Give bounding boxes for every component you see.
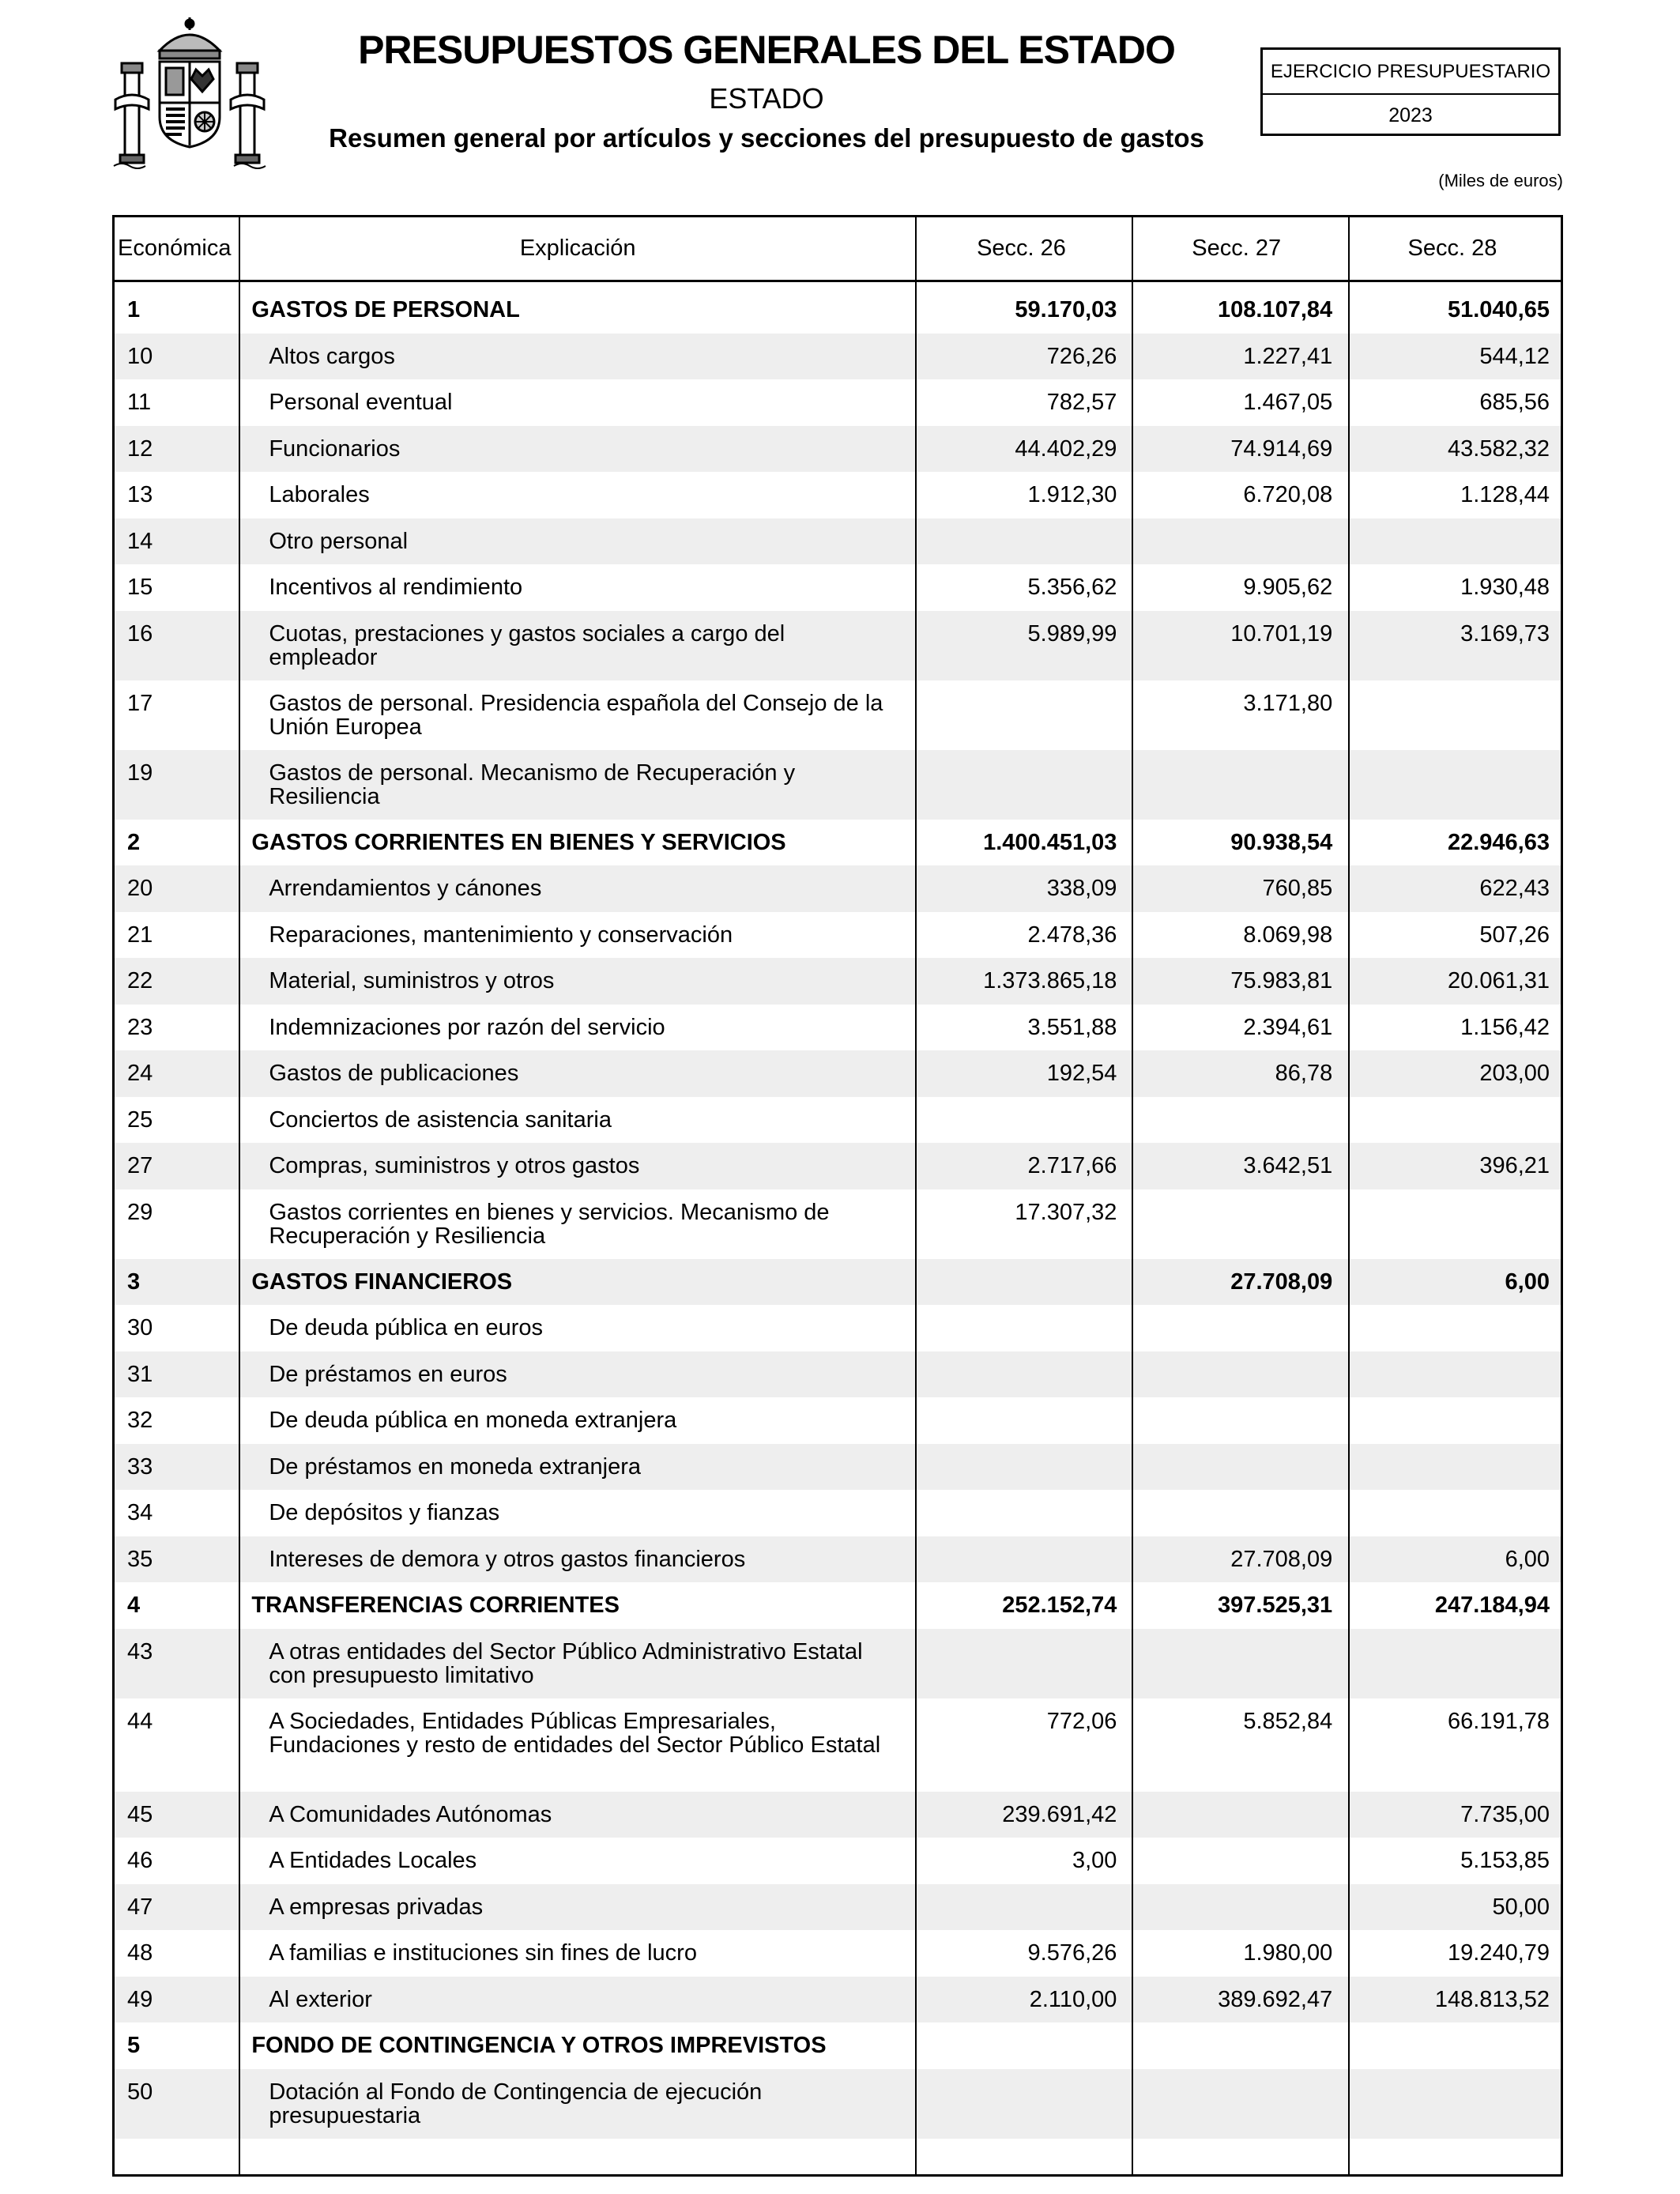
table-row	[115, 680, 1561, 750]
table-row	[115, 1005, 1561, 1051]
cell-economica: 31	[127, 1361, 153, 1387]
table-row	[115, 2069, 1561, 2139]
cell-explicacion: Funcionarios	[269, 435, 401, 462]
cell-secc-28: 1.930,48	[1460, 575, 1550, 600]
cell-secc-27: 9.905,62	[1243, 575, 1333, 600]
cell-secc-27: 2.394,61	[1243, 1014, 1333, 1040]
table-row	[115, 1444, 1561, 1491]
cell-explicacion: A Sociedades, Entidades Públicas Empresariales, Fundaciones y resto de entidades del Sector Público Estatal	[269, 1708, 881, 1758]
cell-secc-28: 685,56	[1479, 390, 1550, 415]
cell-secc-28	[1343, 1351, 1561, 1363]
table-row	[115, 1305, 1561, 1351]
column-divider	[915, 217, 917, 2174]
cell-economica: 11	[127, 390, 152, 415]
table-row	[115, 1189, 1561, 1259]
table-row	[115, 750, 1561, 820]
page-subtitle: ESTADO	[709, 82, 824, 115]
coat-of-arms-icon	[111, 14, 269, 172]
cell-economica: 24	[127, 1061, 153, 1086]
cell-secc-26: 59.170,03	[1015, 297, 1117, 322]
cell-secc-26: 2.478,36	[1027, 922, 1117, 948]
cell-secc-27: 75.983,81	[1230, 968, 1333, 993]
column-header-secc-27: Secc. 27	[1192, 236, 1282, 261]
table-row	[115, 1884, 1561, 1931]
cell-secc-26	[913, 518, 1128, 530]
cell-secc-28	[1343, 1397, 1561, 1408]
ejercicio-year: 2023	[1388, 104, 1433, 126]
cell-economica: 2	[127, 829, 141, 855]
cell-secc-28: 203,00	[1479, 1061, 1550, 1086]
column-header-secc-28: Secc. 28	[1407, 236, 1497, 261]
cell-economica: 1	[127, 297, 141, 322]
cell-secc-28	[1343, 1097, 1561, 1108]
cell-explicacion: Cuotas, prestaciones y gastos sociales a cargo del empleador	[269, 620, 785, 670]
cell-secc-27: 1.467,05	[1243, 390, 1333, 415]
cell-explicacion: A familias e instituciones sin fines de lucro	[269, 1940, 697, 1966]
cell-economica: 14	[127, 528, 153, 554]
cell-explicacion: A empresas privadas	[269, 1894, 484, 1920]
cell-secc-26	[913, 680, 1128, 692]
cell-economica: 16	[127, 620, 153, 647]
cell-secc-28: 66.191,78	[1448, 1708, 1550, 1734]
cell-explicacion: De préstamos en moneda extranjera	[269, 1453, 642, 1480]
cell-secc-26: 3,00	[1072, 1848, 1117, 1873]
cell-secc-28: 51.040,65	[1447, 297, 1550, 322]
cell-secc-26	[913, 1884, 1128, 1895]
table-row	[115, 865, 1561, 912]
table-row	[115, 1490, 1561, 1536]
column-header-explicacion: Explicación	[519, 236, 636, 261]
table-row	[115, 334, 1561, 380]
cell-secc-28: 6,00	[1505, 1269, 1550, 1295]
cell-secc-28: 20.061,31	[1448, 968, 1550, 993]
cell-economica: 29	[127, 1199, 153, 1225]
cell-economica: 10	[127, 343, 153, 369]
cell-secc-27: 6.720,08	[1243, 482, 1333, 507]
cell-secc-27: 8.069,98	[1243, 922, 1333, 948]
cell-economica: 49	[127, 1986, 153, 2012]
cell-secc-28: 247.184,94	[1434, 1593, 1550, 1618]
table-row	[115, 611, 1561, 680]
cell-secc-28	[1343, 2069, 1561, 2080]
table-row	[115, 1050, 1561, 1097]
cell-secc-28	[1343, 680, 1561, 692]
cell-explicacion: Al exterior	[269, 1986, 372, 2012]
table-body	[115, 287, 1561, 2139]
table-row	[115, 1930, 1561, 1977]
cell-secc-27: 389.692,47	[1218, 1986, 1333, 2012]
cell-secc-26	[913, 1259, 1128, 1270]
cell-secc-28: 22.946,63	[1447, 829, 1550, 855]
table-row	[115, 1143, 1561, 1189]
cell-secc-26: 44.402,29	[1015, 435, 1117, 462]
table-row	[115, 2022, 1561, 2069]
cell-explicacion: GASTOS CORRIENTES EN BIENES Y SERVICIOS	[251, 829, 786, 855]
cell-secc-28: 622,43	[1479, 876, 1550, 901]
cell-explicacion: GASTOS DE PERSONAL	[251, 297, 520, 322]
cell-secc-27	[1128, 1397, 1343, 1408]
cell-secc-27	[1128, 1792, 1343, 1803]
cell-economica: 34	[127, 1500, 153, 1525]
column-header-secc-26: Secc. 26	[977, 236, 1066, 261]
cell-secc-27	[1128, 1189, 1343, 1201]
cell-secc-28: 43.582,32	[1448, 435, 1550, 462]
table-row	[115, 518, 1561, 565]
cell-secc-28: 396,21	[1479, 1153, 1550, 1178]
cell-explicacion: Gastos de publicaciones	[269, 1061, 519, 1086]
cell-secc-28: 5.153,85	[1460, 1848, 1550, 1873]
cell-secc-26	[913, 1305, 1128, 1316]
table-row	[115, 912, 1561, 959]
cell-economica: 27	[127, 1153, 153, 1178]
cell-secc-26: 9.576,26	[1027, 1940, 1117, 1966]
cell-secc-28	[1343, 1490, 1561, 1501]
cell-secc-27	[1128, 2022, 1343, 2034]
cell-secc-28: 19.240,79	[1448, 1940, 1550, 1966]
cell-secc-26: 252.152,74	[1002, 1593, 1117, 1618]
cell-explicacion: Personal eventual	[269, 390, 453, 415]
table-row	[115, 1629, 1561, 1698]
cell-explicacion: De depósitos y fianzas	[269, 1500, 500, 1525]
cell-economica: 44	[127, 1708, 153, 1734]
cell-secc-27: 760,85	[1262, 876, 1333, 901]
cell-secc-27: 5.852,84	[1243, 1708, 1333, 1734]
cell-economica: 17	[127, 690, 153, 716]
cell-secc-28: 148.813,52	[1434, 1986, 1550, 2012]
cell-secc-27	[1128, 1884, 1343, 1895]
cell-secc-27: 27.708,09	[1230, 1269, 1333, 1295]
cell-secc-26: 17.307,32	[1015, 1199, 1117, 1225]
cell-secc-27: 397.525,31	[1218, 1593, 1333, 1618]
cell-secc-27	[1128, 1444, 1343, 1455]
cell-secc-26	[913, 750, 1128, 761]
cell-explicacion: De préstamos en euros	[269, 1361, 507, 1387]
cell-explicacion: Altos cargos	[269, 343, 395, 369]
cell-explicacion: Arrendamientos y cánones	[269, 876, 542, 901]
cell-secc-27: 10.701,19	[1230, 620, 1333, 647]
cell-secc-26: 338,09	[1046, 876, 1117, 901]
cell-secc-27: 86,78	[1275, 1061, 1333, 1086]
table-row	[115, 287, 1561, 334]
cell-economica: 50	[127, 2079, 153, 2105]
cell-secc-28	[1343, 1305, 1561, 1316]
cell-secc-28	[1343, 1629, 1561, 1640]
table-row	[115, 1792, 1561, 1838]
cell-secc-28	[1343, 1189, 1561, 1201]
cell-secc-28: 544,12	[1479, 343, 1550, 369]
cell-economica: 33	[127, 1453, 153, 1480]
cell-explicacion: Gastos de personal. Presidencia española del Consejo de la Unión Europea	[269, 690, 883, 740]
cell-explicacion: A Comunidades Autónomas	[269, 1801, 552, 1827]
cell-explicacion: Compras, suministros y otros gastos	[269, 1153, 640, 1178]
cell-secc-26: 3.551,88	[1027, 1014, 1117, 1040]
cell-secc-28: 50,00	[1492, 1894, 1550, 1920]
cell-economica: 32	[127, 1408, 153, 1433]
cell-explicacion: Intereses de demora y otros gastos financieros	[269, 1546, 746, 1572]
cell-secc-27	[1128, 750, 1343, 761]
cell-secc-27: 74.914,69	[1230, 435, 1333, 462]
cell-economica: 20	[127, 876, 153, 901]
cell-explicacion: Gastos de personal. Mecanismo de Recuperación y Resiliencia	[269, 760, 796, 809]
table-row	[115, 472, 1561, 518]
cell-secc-27: 3.642,51	[1243, 1153, 1333, 1178]
cell-economica: 48	[127, 1940, 153, 1966]
cell-secc-28	[1343, 750, 1561, 761]
cell-explicacion: Reparaciones, mantenimiento y conservación	[269, 922, 733, 948]
table-row	[115, 1977, 1561, 2023]
cell-secc-26: 5.989,99	[1027, 620, 1117, 647]
cell-economica: 15	[127, 575, 153, 600]
cell-secc-27	[1128, 1351, 1343, 1363]
cell-economica: 3	[127, 1269, 141, 1295]
cell-secc-26: 2.717,66	[1027, 1153, 1117, 1178]
cell-secc-27	[1128, 518, 1343, 530]
cell-secc-27: 108.107,84	[1218, 297, 1333, 322]
cell-economica: 4	[127, 1593, 141, 1618]
cell-economica: 30	[127, 1315, 153, 1340]
table-row	[115, 1536, 1561, 1583]
cell-secc-27: 27.708,09	[1230, 1546, 1333, 1572]
cell-secc-28: 3.169,73	[1460, 620, 1550, 647]
cell-secc-26	[913, 1490, 1128, 1501]
cell-economica: 46	[127, 1848, 153, 1873]
table-row	[115, 820, 1561, 866]
cell-explicacion: Indemnizaciones por razón del servicio	[269, 1014, 665, 1040]
cell-secc-28: 7.735,00	[1460, 1801, 1550, 1827]
cell-secc-26: 772,06	[1046, 1708, 1117, 1734]
cell-secc-26: 239.691,42	[1002, 1801, 1117, 1827]
cell-explicacion: De deuda pública en euros	[269, 1315, 543, 1340]
cell-secc-26	[913, 2069, 1128, 2080]
table-row	[115, 1259, 1561, 1306]
cell-secc-26: 192,54	[1046, 1061, 1117, 1086]
cell-explicacion: Incentivos al rendimiento	[269, 575, 523, 600]
cell-explicacion: Otro personal	[269, 528, 409, 554]
page-title: PRESUPUESTOS GENERALES DEL ESTADO	[358, 28, 1175, 72]
table-header	[115, 217, 1561, 282]
cell-secc-28: 1.128,44	[1460, 482, 1550, 507]
table-row	[115, 1698, 1561, 1792]
cell-secc-26: 1.912,30	[1027, 482, 1117, 507]
cell-economica: 23	[127, 1014, 153, 1040]
cell-secc-27	[1128, 2069, 1343, 2080]
cell-secc-26	[913, 1536, 1128, 1547]
cell-economica: 13	[127, 482, 153, 507]
cell-explicacion: Gastos corrientes en bienes y servicios. Mecanismo de Recuperación y Resiliencia	[269, 1199, 830, 1249]
cell-secc-28: 1.156,42	[1460, 1014, 1550, 1040]
cell-secc-26	[913, 1629, 1128, 1640]
cell-economica: 35	[127, 1546, 153, 1572]
cell-secc-27: 1.227,41	[1243, 343, 1333, 369]
column-divider	[239, 217, 240, 2174]
cell-secc-26	[913, 2022, 1128, 2034]
cell-economica: 45	[127, 1801, 153, 1827]
cell-secc-28	[1343, 2022, 1561, 2034]
table-row	[115, 426, 1561, 473]
cell-secc-26: 2.110,00	[1029, 1986, 1117, 2012]
cell-secc-27: 1.980,00	[1243, 1940, 1333, 1966]
cell-explicacion: Material, suministros y otros	[269, 968, 555, 993]
budget-table	[112, 215, 1563, 2177]
column-divider	[1132, 217, 1133, 2174]
cell-secc-27	[1128, 1490, 1343, 1501]
cell-secc-27	[1128, 1305, 1343, 1316]
table-row	[115, 1838, 1561, 1884]
table-row	[115, 1097, 1561, 1144]
table-row	[115, 379, 1561, 426]
ejercicio-label: EJERCICIO PRESUPUESTARIO	[1263, 50, 1558, 95]
cell-economica: 5	[127, 2033, 141, 2058]
table-row	[115, 958, 1561, 1005]
table-row	[115, 1351, 1561, 1398]
column-divider	[1348, 217, 1350, 2174]
cell-economica: 19	[127, 760, 153, 786]
cell-explicacion: A otras entidades del Sector Público Administrativo Estatal con presupuesto limitativo	[269, 1638, 863, 1688]
cell-secc-26	[913, 1444, 1128, 1455]
cell-explicacion: GASTOS FINANCIEROS	[251, 1269, 513, 1295]
cell-explicacion: De deuda pública en moneda extranjera	[269, 1408, 677, 1433]
cell-secc-26	[913, 1351, 1128, 1363]
cell-secc-26: 782,57	[1046, 390, 1117, 415]
cell-economica: 12	[127, 435, 153, 462]
cell-explicacion: Conciertos de asistencia sanitaria	[269, 1106, 612, 1133]
cell-secc-27: 3.171,80	[1243, 690, 1333, 716]
ejercicio-box	[1260, 47, 1561, 136]
cell-secc-28: 6,00	[1505, 1546, 1550, 1572]
cell-secc-27	[1128, 1838, 1343, 1849]
cell-economica: 47	[127, 1894, 153, 1920]
units-label: (Miles de euros)	[1438, 171, 1563, 190]
cell-explicacion: TRANSFERENCIAS CORRIENTES	[251, 1593, 620, 1618]
cell-economica: 21	[127, 922, 153, 948]
cell-explicacion: A Entidades Locales	[269, 1848, 477, 1873]
cell-secc-26: 1.373.865,18	[983, 968, 1117, 993]
page-description: Resumen general por artículos y secciones del presupuesto de gastos	[329, 123, 1204, 153]
cell-secc-27	[1128, 1629, 1343, 1640]
table-row	[115, 564, 1561, 611]
cell-economica: 43	[127, 1638, 153, 1664]
cell-secc-27	[1128, 1097, 1343, 1108]
cell-explicacion: Laborales	[269, 482, 370, 507]
cell-secc-27: 90.938,54	[1230, 829, 1333, 855]
cell-economica: 22	[127, 968, 153, 993]
cell-economica: 25	[127, 1106, 153, 1133]
column-header-economica: Económica	[118, 236, 232, 261]
cell-secc-26: 726,26	[1046, 343, 1117, 369]
cell-secc-26: 5.356,62	[1027, 575, 1117, 600]
cell-explicacion: Dotación al Fondo de Contingencia de ejecución presupuestaria	[269, 2079, 763, 2128]
cell-secc-26: 1.400.451,03	[983, 829, 1117, 855]
table-row	[115, 1397, 1561, 1444]
cell-secc-28: 507,26	[1479, 922, 1550, 948]
cell-secc-28	[1343, 1444, 1561, 1455]
cell-secc-26	[913, 1397, 1128, 1408]
cell-secc-26	[913, 1097, 1128, 1108]
cell-explicacion: FONDO DE CONTINGENCIA Y OTROS IMPREVISTOS	[251, 2033, 827, 2058]
cell-secc-28	[1343, 518, 1561, 530]
table-row	[115, 1582, 1561, 1629]
